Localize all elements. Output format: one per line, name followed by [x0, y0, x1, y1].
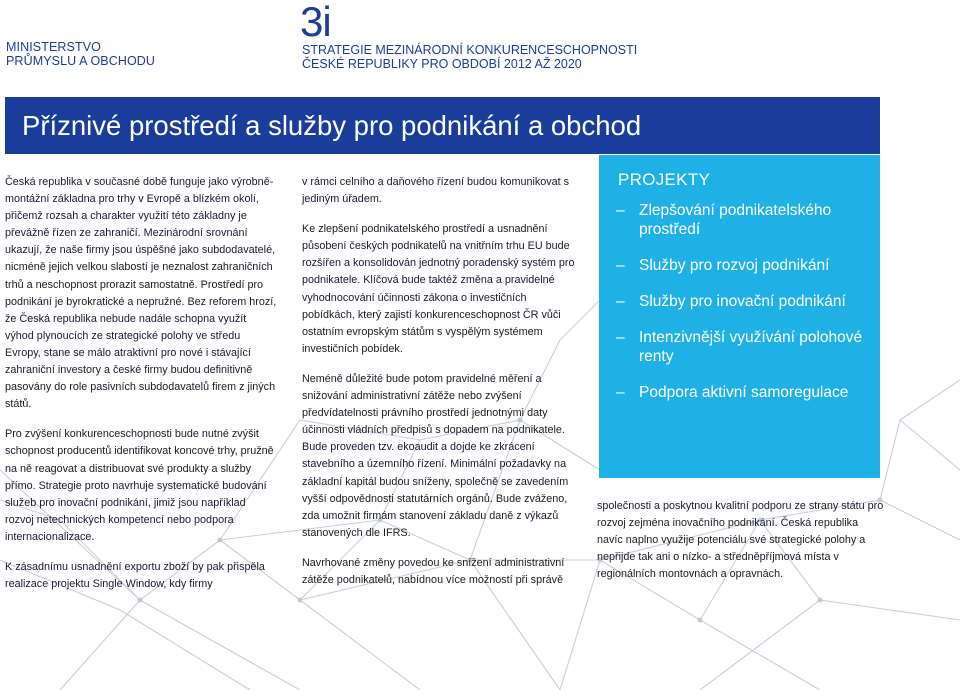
brand-logo-3i: 3i — [300, 0, 331, 45]
strategy-line-1: STRATEGIE MEZINÁRODNÍ KONKURENCESCHOPNOSTI — [302, 43, 638, 57]
title-banner — [5, 97, 880, 154]
paragraph: Pro zvýšení konkurenceschopnosti bude nutné zvýšit schopnost producentů identifikovat koncové trhy, pružně na ně reagovat a distribuovat své produkty a služby přímo. Strategie proto navrhuje systematické budování služeb pro inovační podnikání, jimiž jsou například rozvoj netechnických kompetencí nebo podpora internacionalizace. — [5, 428, 274, 543]
project-label: Podpora aktivní samoregulace — [639, 384, 849, 401]
project-item — [616, 256, 871, 275]
paragraph: Česká republika v současné době funguje jako výrobně-montážní základna pro trhy v Evropě a blízkém okolí, přičemž rozsah a charakter využití této základny je převážně řízen ze zahraničí. Mezinárodní srovnání ukazují, že naše firmy jsou úspěšné jako subdodavatelé, nicméně jejich velkou slabostí je neznalost zahraničních trhů a neschopnost prorazit samostatně. Prostředí pro podnikání je byrokratické a nepružné. Bez reforem hrozí, že Česká republika nebude nadále schopna využít výhod plynoucích ze strategické polohy ve středu Evropy, stane se málo atraktivní pro nové i stávající zahraniční investory a české firmy budou definitivně pasovány do role pasivních subdodavatelů firem z jiných států. — [5, 176, 277, 411]
project-item — [616, 328, 871, 366]
text-column-2 — [302, 174, 582, 602]
dash-bullet: – — [616, 257, 625, 274]
project-label: Služby pro inovační podnikání — [639, 293, 846, 310]
project-label: Zlepšování podnikatelského prostředí — [639, 202, 832, 238]
project-item — [616, 292, 871, 311]
projects-panel — [599, 155, 880, 478]
strategy-line-2: ČESKÉ REPUBLIKY PRO OBDOBÍ 2012 AŽ 2020 — [302, 57, 582, 71]
dash-bullet: – — [616, 329, 625, 346]
dash-bullet: – — [616, 384, 625, 401]
paragraph: K zásadnímu usnadnění exportu zboží by pak přispěla realizace projektu Single Window, kdy firmy — [5, 560, 265, 591]
ministry-line-2: PRŮMYSLU A OBCHODU — [6, 54, 156, 68]
project-item — [616, 201, 871, 239]
dash-bullet: – — [616, 202, 625, 219]
paragraph: v rámci celního a daňového řízení budou komunikovat s jediným úřadem. — [302, 176, 570, 206]
project-label: Služby pro rozvoj podnikání — [639, 257, 830, 274]
dash-bullet: – — [616, 293, 625, 310]
text-column-1 — [5, 174, 277, 606]
page-title: Příznivé prostředí a služby pro podnikání a obchod — [22, 110, 642, 141]
projects-heading: PROJEKTY — [618, 170, 711, 189]
paragraph: Neméně důležité bude potom pravidelné měření a snižování administrativní zátěže nebo zvýšení předvídatelnosti právního prostředí jednotnými daty účinnosti vládních předpisů s dopadem na podnikatele. Bude proveden tzv. ekoaudit a dojde ke zkrácení stavebního a územního řízení. Minimální požadavky na základní kapitál budou sníženy, společně se zavedením vyšší odpovědnosti statutárních orgánů. Bude zváženo, zda umožnit firmám stanovení základu daně z výkazů stanovených dle IFRS. — [302, 372, 569, 539]
text-column-3 — [597, 498, 885, 596]
projects-list — [616, 201, 871, 419]
ministry-line-1: MINISTERSTVO — [6, 40, 101, 54]
paragraph: Ke zlepšení podnikatelského prostředí a usnadnění působení českých podnikatelů na vnitřním trhu EU bude rozšířen a konsolidován jednotný poradenský systém pro podnikatele. Klíčová bude taktéž změna a pravidelné vyhodnocování účinnosti zákona o investičních pobídkách, který zajistí konkurenceschopnost ČR vůči ostatním evropským státům s vyspělým systémem investičních pobídek. — [302, 223, 575, 355]
project-label: Intenzivnější využívání polohové renty — [639, 329, 863, 365]
strategy-subtitle — [302, 43, 637, 71]
paragraph: společnosti a poskytnou kvalitní podporu ze strany státu pro rozvoj zejména inovačního podnikání. Česká republika navíc naplno využije potenciálu své strategické polohy a nepřijde tak ani o nízko- a středněpříjmová místa v regionálních montovnách a opravnách. — [597, 500, 884, 581]
paragraph: Navrhované změny povedou ke snížení administrativní zátěže podnikatelů, nabídnou více možností při správě — [302, 556, 565, 586]
ministry-logo-text — [6, 40, 155, 68]
project-item — [616, 383, 871, 402]
